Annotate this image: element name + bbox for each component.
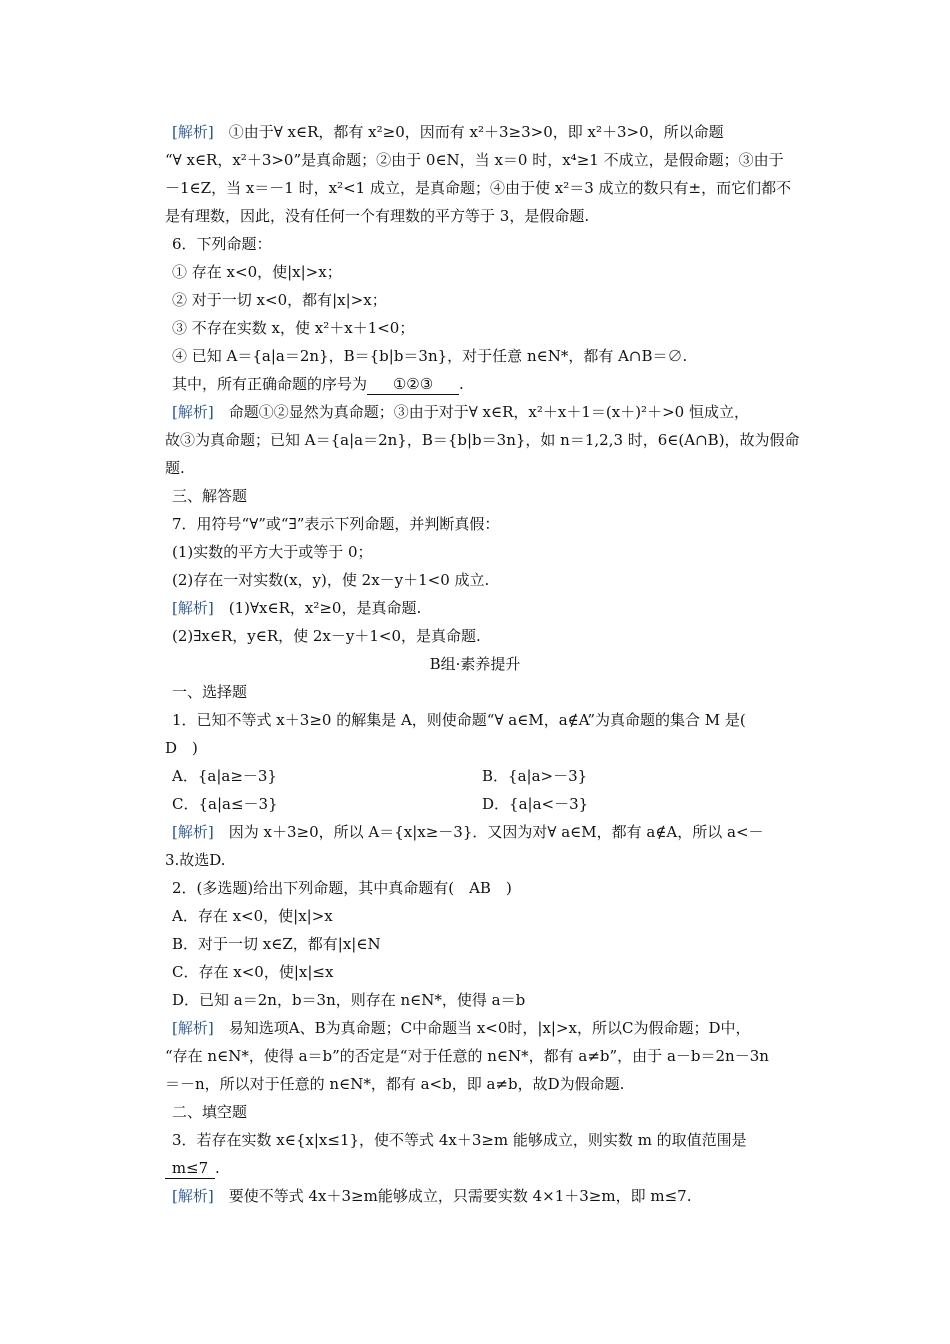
- solution-line: －1∈Z，当 x＝－1 时，x²<1 成立，是真命题；④由于使 x²＝3 成立的数只有±，而它们都不: [165, 179, 792, 197]
- solution-line: 3.故选D.: [165, 851, 226, 869]
- section-heading: 一、选择题: [172, 683, 248, 701]
- question-stem: 6．下列命题：: [172, 235, 272, 253]
- solution-line: 故③为真命题；已知 A＝{a|a＝2n}，B＝{b|b＝3n}，如 n＝1,2,3 时，6∈(A∩B)，故为假命: [165, 431, 800, 449]
- solution-label: [解析]: [172, 403, 214, 421]
- solution-line: [解析] (1)∀x∈R，x²≥0，是真命题.: [172, 599, 422, 617]
- question-stem: 2．(多选题)给出下列命题，其中真命题有( AB ): [172, 879, 512, 897]
- option-b: B．对于一切 x∈Z，都有|x|∈N: [172, 935, 381, 953]
- question-stem: 7．用符号“∀”或“∃”表示下列命题，并判断真假：: [172, 515, 500, 533]
- solution-label: [解析]: [172, 1187, 214, 1205]
- solution-label: [解析]: [172, 1019, 214, 1037]
- answer-blank: ①②③: [367, 374, 459, 395]
- solution-line: [解析] 因为 x＋3≥0，所以 A＝{x|x≥－3}．又因为对∀ a∈M，都有 a∉A，所以 a<－: [172, 823, 764, 841]
- solution-line: [解析] 易知选项A、B为真命题；C中命题当 x<0时，|x|>x，所以C为假命题；D中，: [172, 1019, 751, 1037]
- solution-line: [解析] 命题①②显然为真命题；③由于对于∀ x∈R，x²＋x＋1＝(x＋)²＋>0 恒成立，: [172, 403, 749, 421]
- solution-line: [解析] ①由于∀ x∈R，都有 x²≥0，因而有 x²＋3≥3>0，即 x²＋3>0，所以命题: [172, 123, 724, 141]
- solution-line: “存在 n∈N*，使得 a＝b”的否定是“对于任意的 n∈N*，都有 a≠b”，由于 a－b＝2n－3n: [165, 1047, 769, 1065]
- section-heading: 三、解答题: [172, 487, 248, 505]
- option-a: A．存在 x<0，使|x|>x: [172, 907, 333, 925]
- solution-line: [解析] 要使不等式 4x＋3≥m能够成立，只需要实数 4×1＋3≥m，即 m≤7.: [172, 1187, 692, 1205]
- option-a: A．{a|a≥－3}: [172, 767, 277, 785]
- option-c: C．{a|a≤－3}: [172, 795, 278, 813]
- question-stem: D ): [165, 739, 198, 757]
- question-stem: 1．已知不等式 x＋3≥0 的解集是 A，则使命题“∀ a∈M，a∉A”为真命题的集合 M 是(: [172, 711, 746, 729]
- list-item: (1)实数的平方大于或等于 0；: [172, 543, 373, 561]
- answer-blank: m≤7: [165, 1158, 215, 1179]
- list-item: (2)存在一对实数(x，y)，使 2x－y＋1<0 成立.: [172, 571, 490, 589]
- solution-label: [解析]: [172, 823, 214, 841]
- solution-line: 题.: [165, 459, 185, 477]
- option-d: D．{a|a<－3}: [482, 795, 589, 813]
- answer-line: m≤7 .: [165, 1158, 220, 1179]
- answer-line: 其中，所有正确命题的序号为 ①②③ .: [172, 375, 464, 393]
- solution-line: “∀ x∈R，x²＋3>0”是真命题；②由于 0∈N，当 x＝0 时，x⁴≥1 不成立，是假命题；③由于: [165, 151, 784, 169]
- group-heading: B组·素养提升: [429, 655, 521, 673]
- option-d: D．已知 a＝2n，b＝3n，则存在 n∈N*，使得 a＝b: [172, 991, 526, 1009]
- question-stem: 3．若存在实数 x∈{x|x≤1}，使不等式 4x＋3≥m 能够成立，则实数 m 的取值范围是: [172, 1131, 747, 1149]
- solution-line: 是有理数，因此，没有任何一个有理数的平方等于 3，是假命题.: [165, 207, 590, 225]
- list-item: ① 存在 x<0，使|x|>x；: [172, 263, 342, 281]
- option-b: B．{a|a>－3}: [482, 767, 588, 785]
- list-item: ④ 已知 A＝{a|a＝2n}，B＝{b|b＝3n}，对于任意 n∈N*，都有 A∩B＝∅.: [172, 347, 688, 365]
- section-heading: 二、填空题: [172, 1103, 248, 1121]
- list-item: ③ 不存在实数 x，使 x²＋x＋1<0；: [172, 319, 415, 337]
- solution-line: ＝－n，所以对于任意的 n∈N*，都有 a<b，即 a≠b，故D为假命题.: [165, 1075, 625, 1093]
- solution-label: [解析]: [172, 599, 214, 617]
- option-c: C．存在 x<0，使|x|≤x: [172, 963, 334, 981]
- solution-label: [解析]: [172, 123, 214, 141]
- list-item: ② 对于一切 x<0，都有|x|>x；: [172, 291, 387, 309]
- solution-line: (2)∃x∈R，y∈R，使 2x－y＋1<0，是真命题.: [172, 627, 481, 645]
